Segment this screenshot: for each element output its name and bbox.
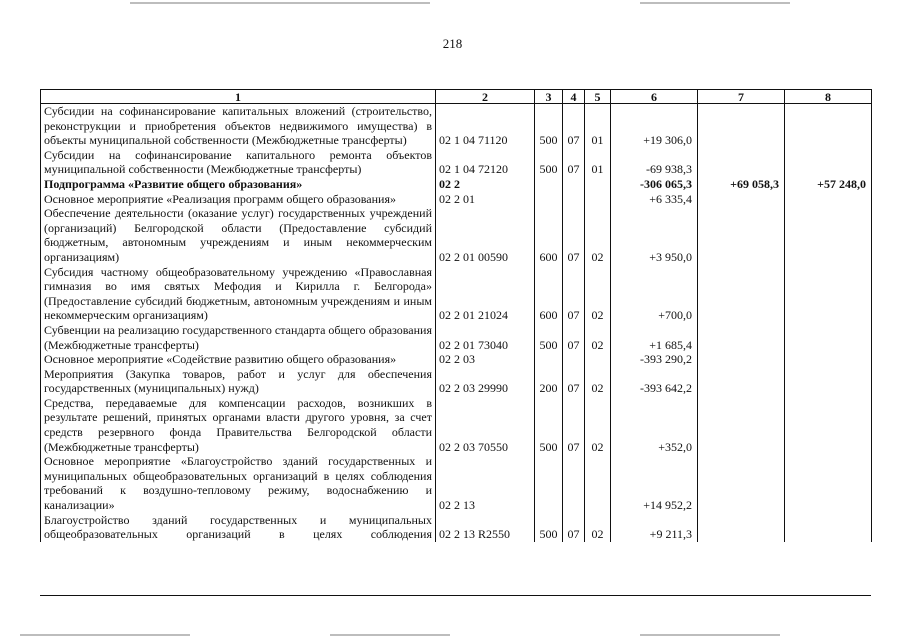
row-sum-col6: +9 211,3 — [611, 513, 698, 542]
scan-artifact-bottom — [640, 634, 780, 636]
column-header: 1 — [41, 90, 436, 104]
row-sum-col7 — [698, 367, 785, 396]
budget-table — [40, 89, 872, 542]
row-subsection — [585, 352, 611, 367]
row-subsection: 02 — [585, 367, 611, 396]
row-expense-type: 500 — [535, 323, 563, 352]
row-sum-col6: +6 335,4 — [611, 192, 698, 207]
row-section: 07 — [563, 513, 585, 542]
scan-artifact-top — [640, 2, 790, 4]
row-sum-col8 — [785, 192, 872, 207]
row-expense-type: 600 — [535, 265, 563, 323]
row-sum-col7 — [698, 192, 785, 207]
row-description: Субсидия частному общеобразовательному учреждению «Православная гимназия во имя святых Мефодия и Кирилла г. Белгорода» (Предоставление субсидий бюджетным, автономным учреждениям и иным некоммерческим организациям) — [41, 265, 436, 323]
header-row — [41, 90, 872, 104]
row-sum-col7 — [698, 454, 785, 512]
row-sum-col8 — [785, 367, 872, 396]
row-expense-type: 600 — [535, 206, 563, 264]
table-row — [41, 396, 872, 454]
column-header: 5 — [585, 90, 611, 104]
column-header: 3 — [535, 90, 563, 104]
row-subsection: 02 — [585, 206, 611, 264]
row-sum-col7 — [698, 396, 785, 454]
table-row — [41, 192, 872, 207]
row-expense-type — [535, 352, 563, 367]
table-row — [41, 513, 872, 542]
row-code: 02 2 01 00590 — [436, 206, 535, 264]
row-subsection — [585, 454, 611, 512]
row-code: 02 2 13 — [436, 454, 535, 512]
row-sum-col8 — [785, 206, 872, 264]
row-sum-col7 — [698, 104, 785, 148]
row-section: 07 — [563, 104, 585, 148]
row-description: Субсидии на софинансирование капитального ремонта объектов муниципальной собственности (Межбюджетные трансферты) — [41, 148, 436, 177]
row-sum-col7 — [698, 206, 785, 264]
row-description: Мероприятия (Закупка товаров, работ и услуг для обеспечения государственных (муниципальных) нужд) — [41, 367, 436, 396]
row-sum-col6: +352,0 — [611, 396, 698, 454]
row-section — [563, 454, 585, 512]
row-section — [563, 177, 585, 192]
table-bottom-rule — [40, 595, 871, 596]
table-row — [41, 104, 872, 148]
row-expense-type — [535, 192, 563, 207]
table-row — [41, 367, 872, 396]
row-sum-col8: +57 248,0 — [785, 177, 872, 192]
row-section: 07 — [563, 396, 585, 454]
table-row — [41, 206, 872, 264]
row-section: 07 — [563, 265, 585, 323]
row-expense-type: 500 — [535, 148, 563, 177]
row-description: Подпрограмма «Развитие общего образования» — [41, 177, 436, 192]
row-code: 02 2 — [436, 177, 535, 192]
row-sum-col8 — [785, 352, 872, 367]
table-row — [41, 265, 872, 323]
row-code: 02 2 13 R2550 — [436, 513, 535, 542]
row-code: 02 2 03 70550 — [436, 396, 535, 454]
row-code: 02 2 01 21024 — [436, 265, 535, 323]
row-sum-col6: -393 290,2 — [611, 352, 698, 367]
row-section — [563, 352, 585, 367]
row-sum-col7 — [698, 323, 785, 352]
row-description: Основное мероприятие «Содействие развитию общего образования» — [41, 352, 436, 367]
row-sum-col7: +69 058,3 — [698, 177, 785, 192]
row-description: Средства, передаваемые для компенсации расходов, возникших в результате решений, принятых органами власти другого уровня, за счет средств резервного фонда Правительства Белгородской области (Межбюджетные трансферты) — [41, 396, 436, 454]
column-header: 2 — [436, 90, 535, 104]
row-code: 02 2 01 — [436, 192, 535, 207]
row-description: Основное мероприятие «Благоустройство зданий государственных и муниципальных общеобразовательных организаций в целях соблюдения требований к воздушно-тепловому режиму, водоснабжению и канализации» — [41, 454, 436, 512]
row-section: 07 — [563, 148, 585, 177]
column-header: 7 — [698, 90, 785, 104]
row-expense-type — [535, 177, 563, 192]
scan-artifact-bottom — [20, 634, 190, 636]
row-section: 07 — [563, 323, 585, 352]
row-code: 02 1 04 71120 — [436, 104, 535, 148]
row-description: Основное мероприятие «Реализация программ общего образования» — [41, 192, 436, 207]
row-sum-col6: +19 306,0 — [611, 104, 698, 148]
row-sum-col8 — [785, 513, 872, 542]
row-sum-col6: -393 642,2 — [611, 367, 698, 396]
row-code: 02 2 01 73040 — [436, 323, 535, 352]
table-row — [41, 323, 872, 352]
row-code: 02 2 03 29990 — [436, 367, 535, 396]
row-description: Субвенции на реализацию государственного стандарта общего образования (Межбюджетные трансферты) — [41, 323, 436, 352]
row-sum-col6: +1 685,4 — [611, 323, 698, 352]
scan-artifact-top — [130, 2, 430, 4]
row-subsection — [585, 177, 611, 192]
row-description: Обеспечение деятельности (оказание услуг) государственных учреждений (организаций) Белгородской области (Предоставление субсидий бюджетным, автономным учреждениям и иным некоммерческим организациям) — [41, 206, 436, 264]
row-sum-col8 — [785, 323, 872, 352]
table-row — [41, 352, 872, 367]
row-expense-type: 500 — [535, 104, 563, 148]
column-header: 4 — [563, 90, 585, 104]
row-description: Благоустройство зданий государственных и муниципальных общеобразовательных организаций в целях соблюдения — [41, 513, 436, 542]
page-number: 218 — [442, 36, 463, 51]
row-sum-col7 — [698, 265, 785, 323]
table-row — [41, 177, 872, 192]
row-sum-col7 — [698, 148, 785, 177]
scan-artifact-bottom — [330, 634, 450, 636]
row-sum-col7 — [698, 352, 785, 367]
row-description: Субсидии на софинансирование капитальных вложений (строительство, реконструкции и приобретения объектов недвижимого имущества) в объекты муниципальной собственности (Межбюджетные трансферты) — [41, 104, 436, 148]
row-section — [563, 192, 585, 207]
row-sum-col8 — [785, 265, 872, 323]
row-subsection: 01 — [585, 148, 611, 177]
row-code: 02 1 04 72120 — [436, 148, 535, 177]
row-subsection: 02 — [585, 323, 611, 352]
column-header: 8 — [785, 90, 872, 104]
table-row — [41, 454, 872, 512]
table-row — [41, 148, 872, 177]
row-subsection: 02 — [585, 396, 611, 454]
row-sum-col6: -306 065,3 — [611, 177, 698, 192]
row-subsection: 02 — [585, 513, 611, 542]
row-sum-col6: +14 952,2 — [611, 454, 698, 512]
row-section: 07 — [563, 367, 585, 396]
row-expense-type — [535, 454, 563, 512]
row-sum-col6: +3 950,0 — [611, 206, 698, 264]
row-sum-col8 — [785, 148, 872, 177]
row-subsection: 02 — [585, 265, 611, 323]
row-expense-type: 500 — [535, 396, 563, 454]
row-section: 07 — [563, 206, 585, 264]
row-sum-col8 — [785, 396, 872, 454]
row-expense-type: 200 — [535, 367, 563, 396]
row-sum-col6: -69 938,3 — [611, 148, 698, 177]
row-sum-col7 — [698, 513, 785, 542]
row-subsection: 01 — [585, 104, 611, 148]
row-code: 02 2 03 — [436, 352, 535, 367]
row-expense-type: 500 — [535, 513, 563, 542]
row-sum-col6: +700,0 — [611, 265, 698, 323]
row-sum-col8 — [785, 454, 872, 512]
row-sum-col8 — [785, 104, 872, 148]
column-header: 6 — [611, 90, 698, 104]
row-subsection — [585, 192, 611, 207]
